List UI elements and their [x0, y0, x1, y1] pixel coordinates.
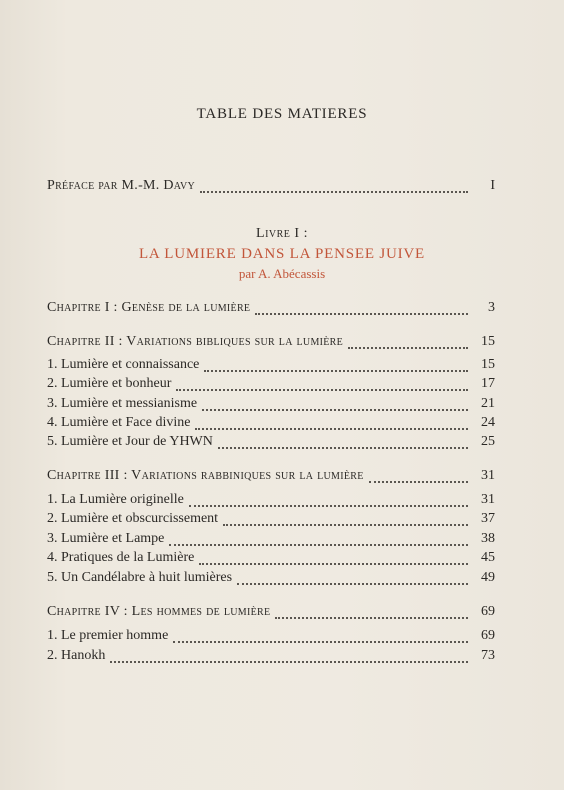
- dot-leader: [348, 337, 468, 349]
- livre-subtitle: LA LUMIERE DANS LA PENSEE JUIVE: [138, 246, 426, 262]
- toc-label: 2. Lumière et bonheur: [47, 376, 172, 391]
- dot-leader: [204, 360, 468, 372]
- toc-page: 21: [481, 396, 495, 411]
- toc-page: 73: [481, 648, 495, 663]
- toc-label: 4. Lumière et Face divine: [47, 415, 191, 430]
- toc-chapter-row: [47, 468, 495, 486]
- toc-label: Chapitre II : Variations bibliques sur la lumière: [47, 334, 344, 349]
- dot-leader: [195, 418, 468, 430]
- dot-leader: [199, 553, 468, 565]
- toc-page: 31: [481, 468, 495, 483]
- toc-label: 1. Le premier homme: [47, 628, 169, 643]
- dot-leader: [173, 631, 468, 643]
- toc-page: 24: [481, 415, 495, 430]
- toc-page: 37: [481, 511, 495, 526]
- livre-author: par A. Abécassis: [238, 266, 326, 281]
- toc-page: I: [490, 178, 495, 193]
- dot-leader: [176, 379, 468, 391]
- toc-label: 5. Un Candélabre à huit lumières: [47, 570, 233, 585]
- toc-label: Chapitre IV : Les hommes de lumière: [47, 604, 271, 619]
- toc-section-row: [47, 531, 495, 549]
- toc-section-row: [47, 550, 495, 568]
- page-title: TABLE DES MATIERES: [196, 106, 368, 122]
- dot-leader: [275, 607, 468, 619]
- toc-label: 1. La Lumière originelle: [47, 492, 184, 507]
- toc-section-row: [47, 511, 495, 529]
- toc-label: 1. Lumière et connaissance: [47, 357, 200, 372]
- dot-leader: [110, 651, 468, 663]
- toc-section-row: [47, 492, 495, 510]
- toc-label: Chapitre III : Variations rabbiniques sur la lumière: [47, 468, 364, 483]
- toc-page: 38: [481, 531, 495, 546]
- toc-chapter-row: [47, 334, 495, 352]
- toc-page: 3: [488, 300, 495, 315]
- toc-section-row: [47, 376, 495, 394]
- toc-label: Chapitre I : Genèse de la lumière: [47, 300, 251, 315]
- toc-label: Préface par M.-M. Davy: [47, 178, 196, 193]
- toc-label: 4. Pratiques de la Lumière: [47, 550, 195, 565]
- dot-leader: [200, 181, 468, 193]
- dot-leader: [255, 303, 468, 315]
- toc-label: 3. Lumière et messianisme: [47, 396, 198, 411]
- toc-preface: [47, 178, 495, 196]
- toc-page: 69: [481, 604, 495, 619]
- toc-label: 5. Lumière et Jour de YHWN: [47, 434, 213, 449]
- toc-section-row: [47, 357, 495, 375]
- dot-leader: [189, 495, 468, 507]
- dot-leader: [218, 437, 468, 449]
- toc-page: 49: [481, 570, 495, 585]
- toc-chapter-row: [47, 300, 495, 318]
- toc-section-row: [47, 648, 495, 666]
- toc-section-row: [47, 396, 495, 414]
- toc-page: 69: [481, 628, 495, 643]
- dot-leader: [237, 573, 468, 585]
- toc-page: 31: [481, 492, 495, 507]
- toc-section-row: [47, 434, 495, 452]
- toc-page: 15: [481, 357, 495, 372]
- dot-leader: [202, 399, 468, 411]
- toc-label: 2. Hanokh: [47, 648, 106, 663]
- toc-page: 25: [481, 434, 495, 449]
- toc-chapter-row: [47, 604, 495, 622]
- toc-page: 17: [481, 376, 495, 391]
- toc-label: 3. Lumière et Lampe: [47, 531, 165, 546]
- dot-leader: [369, 471, 468, 483]
- dot-leader: [223, 514, 468, 526]
- toc-section-row: [47, 628, 495, 646]
- toc-page: 45: [481, 550, 495, 565]
- livre-label: Livre I :: [256, 226, 308, 241]
- toc-page: 15: [481, 334, 495, 349]
- toc-section-row: [47, 415, 495, 433]
- toc-label: 2. Lumière et obscurcissement: [47, 511, 219, 526]
- dot-leader: [169, 534, 468, 546]
- toc-section-row: [47, 570, 495, 588]
